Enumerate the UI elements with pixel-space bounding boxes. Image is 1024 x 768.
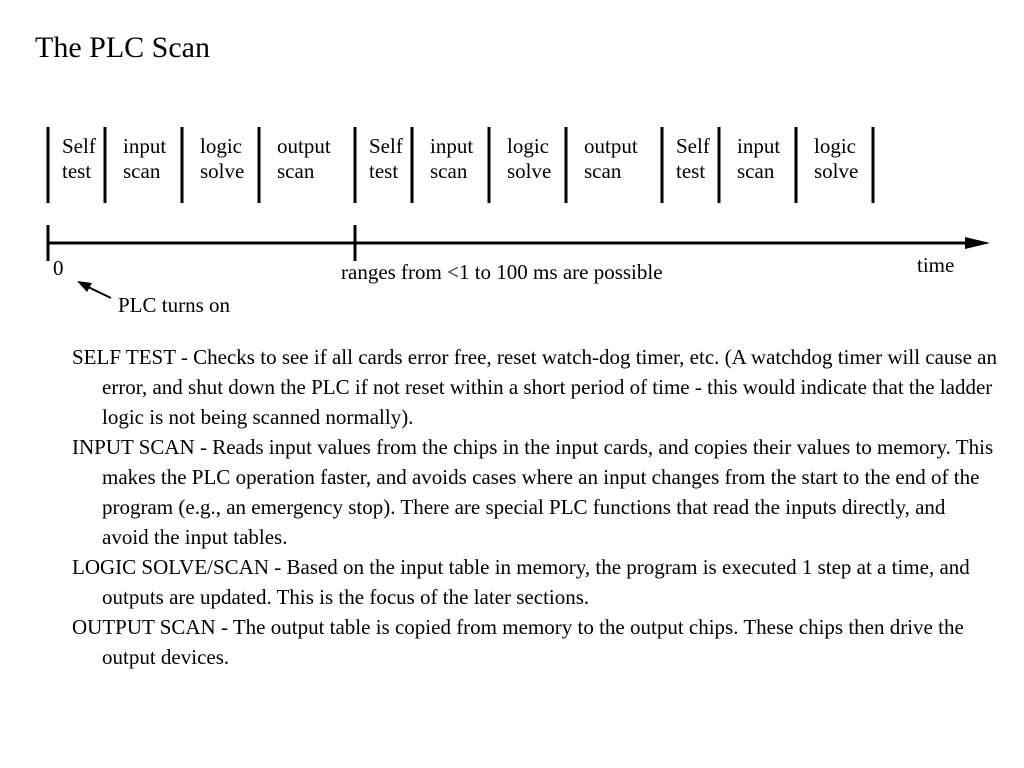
logic-solve-definition: LOGIC SOLVE/SCAN - Based on the input table in memory, the program is executed 1 step at a time, and outputs are updated. This is the focus of the later sections. bbox=[72, 555, 970, 609]
scan-phase-definitions bbox=[72, 342, 997, 672]
page-title: The PLC Scan bbox=[35, 31, 210, 64]
plc-scan-timeline-diagram bbox=[0, 0, 1024, 330]
phase-label: scan bbox=[737, 159, 775, 183]
phase-label: logic bbox=[814, 134, 856, 158]
time-axis-label: time bbox=[917, 253, 955, 277]
scan-range-label: ranges from <1 to 100 ms are possible bbox=[341, 260, 663, 284]
time-zero-label: 0 bbox=[53, 256, 64, 280]
plc-turns-on-label: PLC turns on bbox=[118, 293, 231, 317]
phase-label: test bbox=[62, 159, 92, 183]
phase-label: input bbox=[123, 134, 167, 158]
phase-label: scan bbox=[584, 159, 622, 183]
turn-on-arrow-line bbox=[86, 286, 111, 298]
phase-label: input bbox=[430, 134, 474, 158]
phase-label: test bbox=[369, 159, 399, 183]
phase-label: solve bbox=[814, 159, 859, 183]
input-scan-definition: INPUT SCAN - Reads input values from the chips in the input cards, and copies their values to memory. This makes the PLC operation faster, and avoids cases where an input changes from the start to the end of the program (e.g., an emergency stop). There are special PLC functions that read the inputs directly, and avoid the input tables. bbox=[72, 435, 994, 549]
output-scan-definition: OUTPUT SCAN - The output table is copied from memory to the output chips. These chips then drive the output devices. bbox=[72, 615, 964, 669]
phase-label: logic bbox=[200, 134, 242, 158]
phase-label: Self bbox=[676, 134, 710, 158]
phase-label: scan bbox=[277, 159, 315, 183]
phase-label: logic bbox=[507, 134, 549, 158]
self-test-definition: SELF TEST - Checks to see if all cards error free, reset watch-dog timer, etc. (A watchdog timer will cause an error, and shut down the PLC if not reset within a short period of time - this would indicate that the ladder logic is not being scanned normally). bbox=[72, 345, 997, 429]
phase-label: scan bbox=[430, 159, 468, 183]
phase-label: output bbox=[277, 134, 331, 158]
phase-label: Self bbox=[62, 134, 96, 158]
phase-label: solve bbox=[507, 159, 552, 183]
phase-label: output bbox=[584, 134, 638, 158]
phase-label: scan bbox=[123, 159, 161, 183]
time-axis-arrowhead bbox=[965, 237, 990, 249]
phase-label: input bbox=[737, 134, 781, 158]
phase-label: test bbox=[676, 159, 706, 183]
phase-label: solve bbox=[200, 159, 245, 183]
phase-label: Self bbox=[369, 134, 403, 158]
turn-on-arrow-head bbox=[77, 281, 92, 292]
